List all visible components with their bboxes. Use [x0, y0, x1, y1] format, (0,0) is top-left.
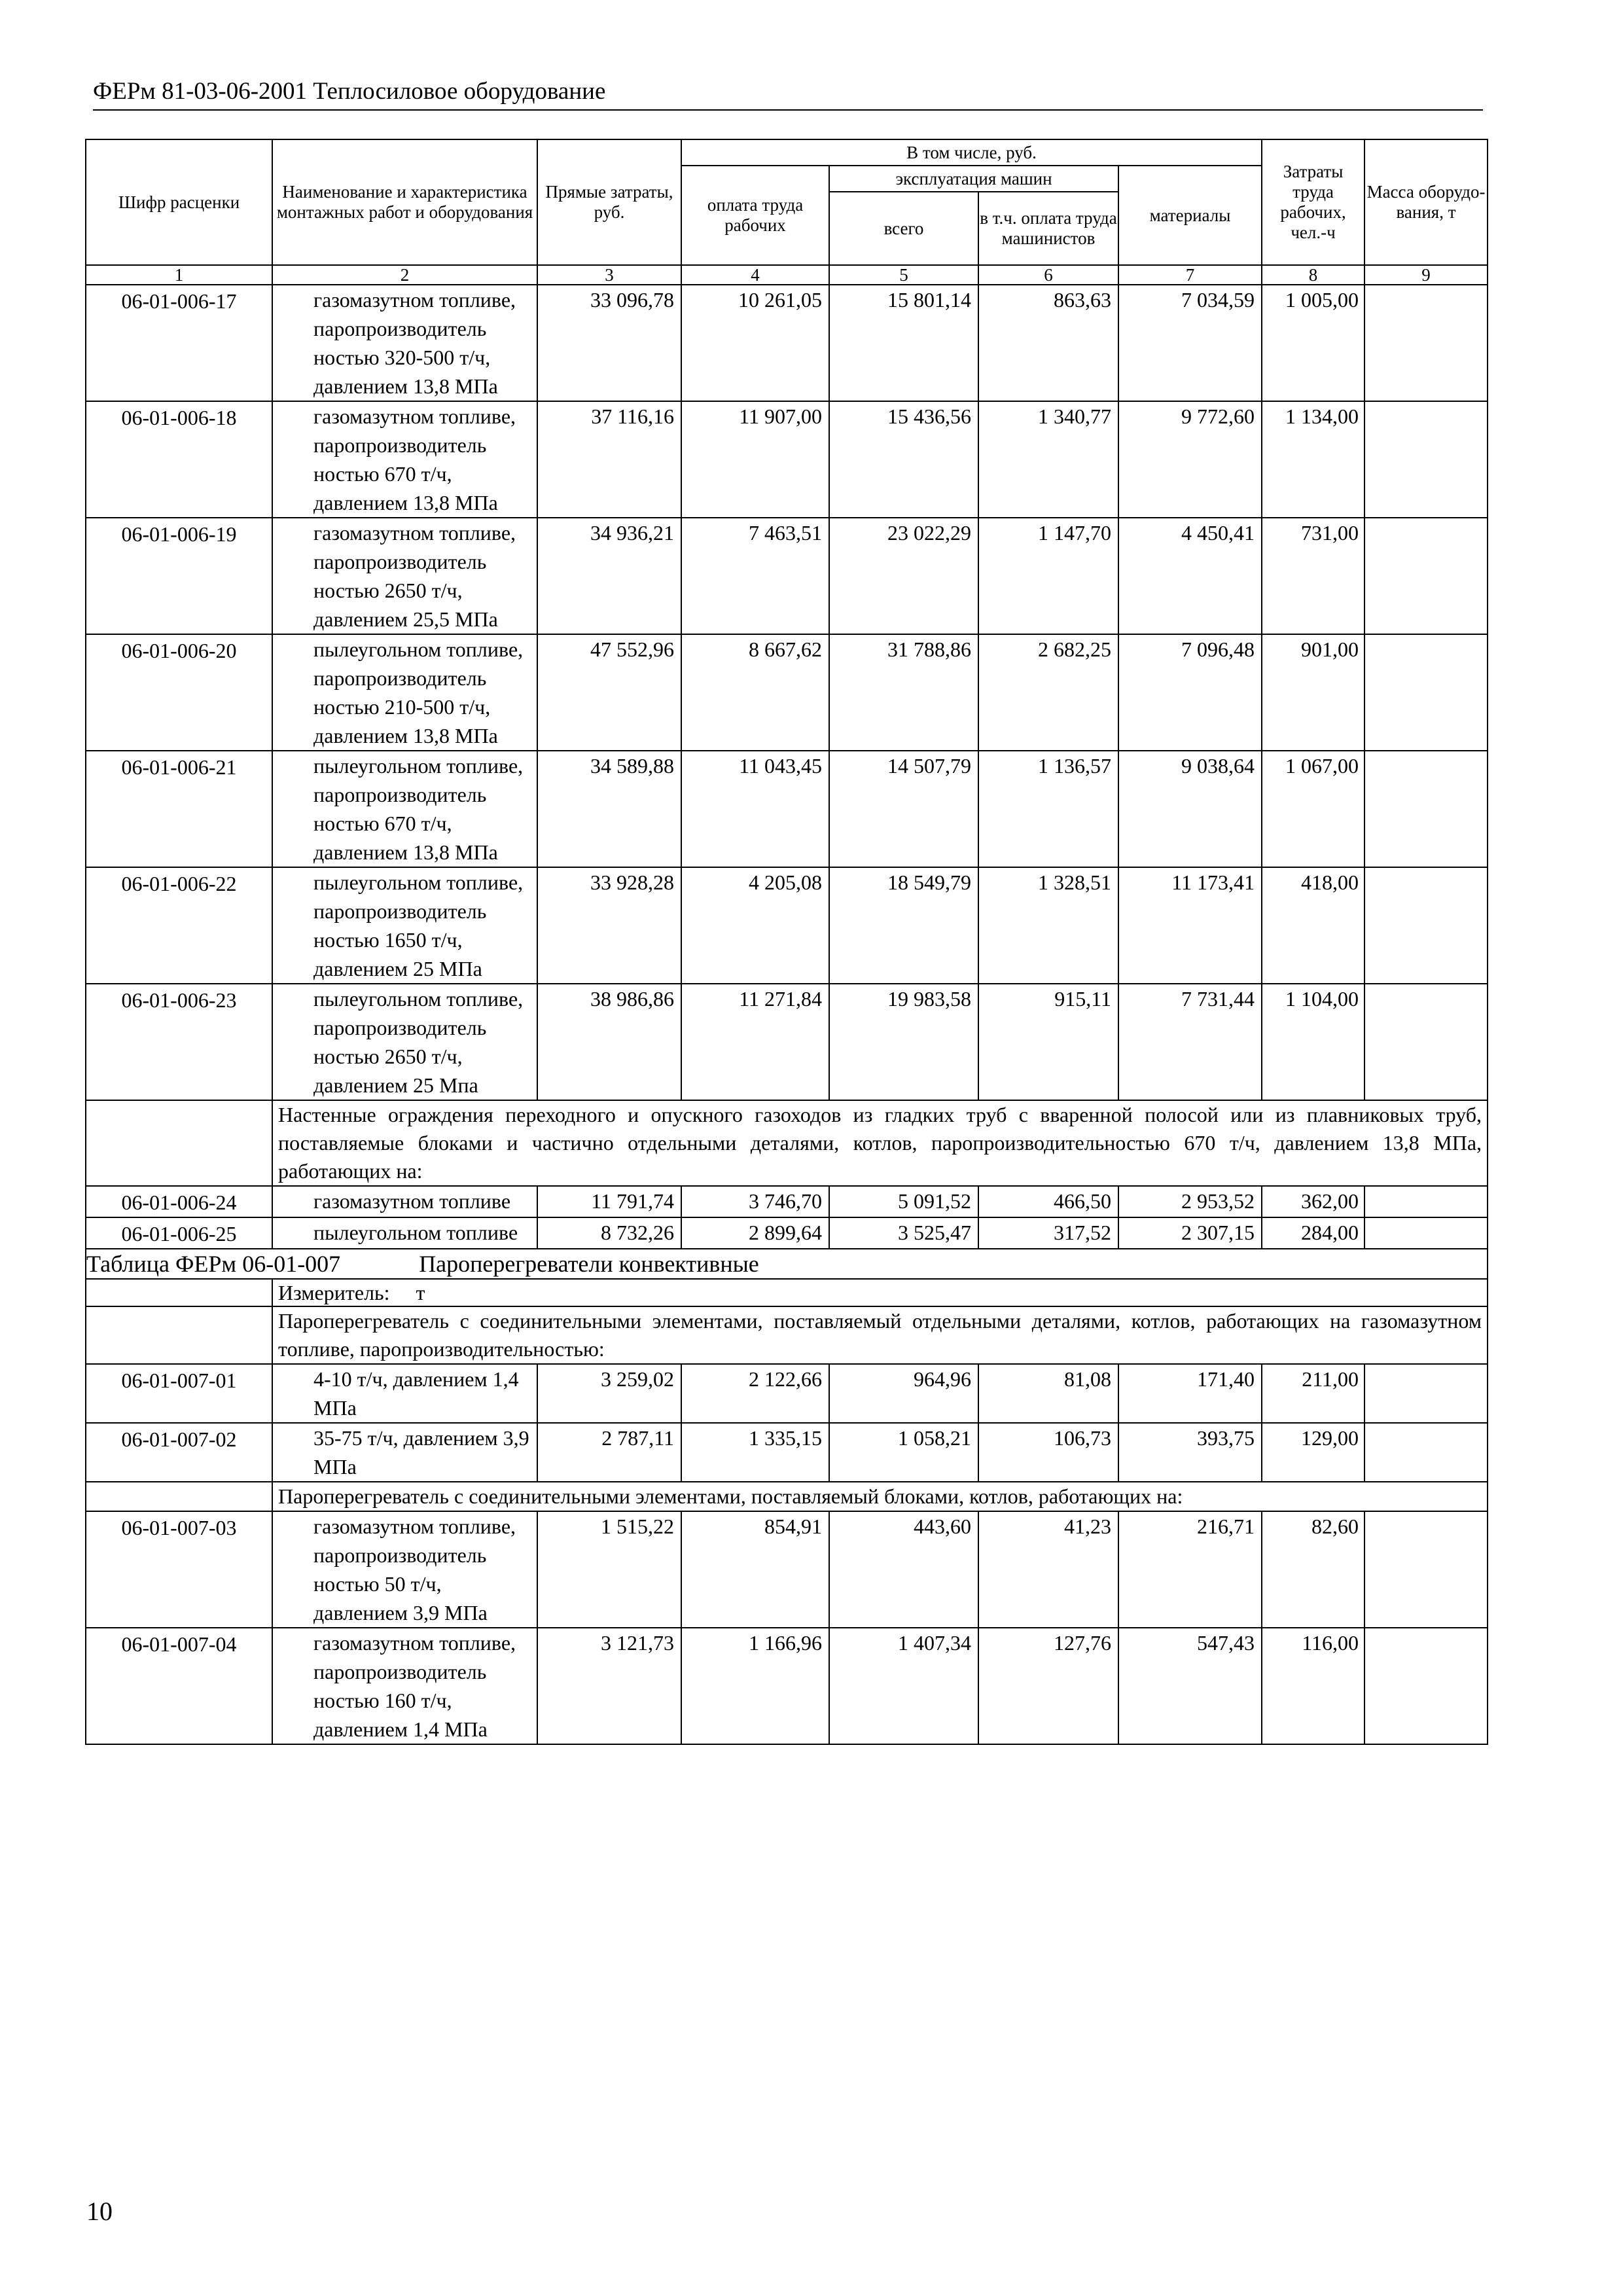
work-name-cell: пылеугольном топливе, паропроизводитель ностью 2650 т/ч, давлением 25 Мпа	[272, 984, 537, 1100]
mass-cell	[1364, 867, 1488, 984]
machines-total-cell: 443,60	[829, 1511, 978, 1628]
work-name-cell: пылеугольном топливе, паропроизводитель ностью 1650 т/ч, давлением 25 МПа	[272, 867, 537, 984]
table-row	[86, 1217, 1488, 1249]
rate-code-cell: 06-01-007-01	[86, 1364, 272, 1423]
col-header-machines-total: всего	[829, 192, 978, 265]
work-name-cell: газомазутном топливе, паропроизводитель ностью 670 т/ч, давлением 13,8 МПа	[272, 401, 537, 518]
col-header-mass: Масса оборудо-вания, т	[1364, 139, 1488, 265]
rows-group-006-b	[86, 1186, 1488, 1249]
work-name-cell: газомазутном топливе, паропроизводитель ностью 160 т/ч, давлением 1,4 МПа	[272, 1628, 537, 1744]
rate-code-cell: 06-01-006-24	[86, 1186, 272, 1217]
labor-hours-cell: 418,00	[1262, 867, 1364, 984]
machinist-pay-cell: 127,76	[978, 1628, 1118, 1744]
blank-cell	[86, 1306, 272, 1364]
materials-cell: 7 096,48	[1118, 634, 1262, 751]
col-number: 2	[272, 265, 537, 285]
machinist-pay-cell: 863,63	[978, 285, 1118, 401]
work-name-cell: газомазутном топливе, паропроизводитель ностью 320-500 т/ч, давлением 13,8 МПа	[272, 285, 537, 401]
labor-pay-cell: 11 907,00	[681, 401, 829, 518]
materials-cell: 11 173,41	[1118, 867, 1262, 984]
rows-group-007-a	[86, 1364, 1488, 1482]
mass-cell	[1364, 634, 1488, 751]
rate-code-cell: 06-01-007-03	[86, 1511, 272, 1628]
mass-cell	[1364, 1511, 1488, 1628]
mass-cell	[1364, 984, 1488, 1100]
mass-cell	[1364, 401, 1488, 518]
machines-total-cell: 18 549,79	[829, 867, 978, 984]
table-row	[86, 1628, 1488, 1744]
rate-code-cell: 06-01-007-02	[86, 1423, 272, 1482]
rate-code-cell: 06-01-006-25	[86, 1217, 272, 1249]
col-header-machines: эксплуатация машин	[829, 166, 1118, 192]
labor-hours-cell: 731,00	[1262, 518, 1364, 634]
labor-hours-cell: 129,00	[1262, 1423, 1364, 1482]
labor-hours-cell: 82,60	[1262, 1511, 1364, 1628]
col-number: 8	[1262, 265, 1364, 285]
work-name-cell: газомазутном топливе	[272, 1186, 537, 1217]
table-label: Таблица ФЕРм 06-01-007	[86, 1251, 341, 1277]
labor-hours-cell: 284,00	[1262, 1217, 1364, 1249]
work-name-cell: пылеугольном топливе, паропроизводитель ностью 670 т/ч, давлением 13,8 МПа	[272, 751, 537, 867]
col-header-machinist-pay: в т.ч. оплата труда машинистов	[978, 192, 1118, 265]
section-note-text: Пароперегреватель с соединительными элементами, поставляемый отдельными деталями, котлов, работающих на газомазутном топливе, паропроизводительностью:	[272, 1306, 1488, 1364]
header-rule	[93, 109, 1483, 111]
labor-hours-cell: 1 134,00	[1262, 401, 1364, 518]
machinist-pay-cell: 1 136,57	[978, 751, 1118, 867]
blank-cell	[86, 1279, 272, 1306]
page-number: 10	[86, 2197, 113, 2226]
labor-hours-cell: 1 005,00	[1262, 285, 1364, 401]
materials-cell: 2 953,52	[1118, 1186, 1262, 1217]
mass-cell	[1364, 285, 1488, 401]
col-header-labor-cost: Затраты труда рабочих, чел.-ч	[1262, 139, 1364, 265]
col-number: 3	[537, 265, 681, 285]
mass-cell	[1364, 1186, 1488, 1217]
table-title	[86, 1249, 1488, 1279]
work-name-cell: газомазутном топливе, паропроизводитель ностью 50 т/ч, давлением 3,9 МПа	[272, 1511, 537, 1628]
blank-cell	[86, 1482, 272, 1511]
direct-cost-cell: 34 936,21	[537, 518, 681, 634]
machines-total-cell: 19 983,58	[829, 984, 978, 1100]
labor-pay-cell: 4 205,08	[681, 867, 829, 984]
mass-cell	[1364, 1217, 1488, 1249]
work-name-cell: пылеугольном топливе	[272, 1217, 537, 1249]
labor-hours-cell: 901,00	[1262, 634, 1364, 751]
mass-cell	[1364, 1364, 1488, 1423]
table-row	[86, 1511, 1488, 1628]
direct-cost-cell: 8 732,26	[537, 1217, 681, 1249]
materials-cell: 7 731,44	[1118, 984, 1262, 1100]
labor-hours-cell: 1 104,00	[1262, 984, 1364, 1100]
direct-cost-cell: 3 121,73	[537, 1628, 681, 1744]
direct-cost-cell: 33 096,78	[537, 285, 681, 401]
materials-cell: 4 450,41	[1118, 518, 1262, 634]
mass-cell	[1364, 1423, 1488, 1482]
direct-cost-cell: 1 515,22	[537, 1511, 681, 1628]
machinist-pay-cell: 466,50	[978, 1186, 1118, 1217]
labor-hours-cell: 362,00	[1262, 1186, 1364, 1217]
rate-code-cell: 06-01-006-22	[86, 867, 272, 984]
table-row	[86, 634, 1488, 751]
direct-cost-cell: 11 791,74	[537, 1186, 681, 1217]
direct-cost-cell: 34 589,88	[537, 751, 681, 867]
section-note-3	[86, 1482, 1488, 1511]
rates-table	[85, 139, 1488, 1745]
materials-cell: 216,71	[1118, 1511, 1262, 1628]
labor-pay-cell: 10 261,05	[681, 285, 829, 401]
col-header-direct: Прямые затраты, руб.	[537, 139, 681, 265]
rows-group-006-a	[86, 285, 1488, 1100]
labor-pay-cell: 1 166,96	[681, 1628, 829, 1744]
rate-code-cell: 06-01-007-04	[86, 1628, 272, 1744]
col-header-labor: оплата труда рабочих	[681, 166, 829, 265]
labor-pay-cell: 11 271,84	[681, 984, 829, 1100]
machinist-pay-cell: 1 147,70	[978, 518, 1118, 634]
table-row	[86, 984, 1488, 1100]
mass-cell	[1364, 1628, 1488, 1744]
labor-pay-cell: 11 043,45	[681, 751, 829, 867]
col-number: 7	[1118, 265, 1262, 285]
table-row	[86, 285, 1488, 401]
col-number: 9	[1364, 265, 1488, 285]
measure-label: Измеритель:	[278, 1281, 390, 1304]
machines-total-cell: 23 022,29	[829, 518, 978, 634]
materials-cell: 393,75	[1118, 1423, 1262, 1482]
labor-pay-cell: 854,91	[681, 1511, 829, 1628]
machinist-pay-cell: 106,73	[978, 1423, 1118, 1482]
machinist-pay-cell: 1 340,77	[978, 401, 1118, 518]
measure-unit: т	[416, 1281, 425, 1304]
machines-total-cell: 3 525,47	[829, 1217, 978, 1249]
col-number: 4	[681, 265, 829, 285]
section-note-1	[86, 1100, 1488, 1186]
materials-cell: 9 038,64	[1118, 751, 1262, 867]
rate-code-cell: 06-01-006-18	[86, 401, 272, 518]
machines-total-cell: 1 407,34	[829, 1628, 978, 1744]
labor-hours-cell: 211,00	[1262, 1364, 1364, 1423]
labor-pay-cell: 2 122,66	[681, 1364, 829, 1423]
machinist-pay-cell: 2 682,25	[978, 634, 1118, 751]
machines-total-cell: 31 788,86	[829, 634, 978, 751]
table-row	[86, 751, 1488, 867]
machinist-pay-cell: 41,23	[978, 1511, 1118, 1628]
table-06-01-007-heading	[86, 1249, 1488, 1364]
table-row	[86, 518, 1488, 634]
labor-hours-cell: 116,00	[1262, 1628, 1364, 1744]
direct-cost-cell: 47 552,96	[537, 634, 681, 751]
col-header-name: Наименование и характеристика монтажных работ и оборудования	[272, 139, 537, 265]
materials-cell: 9 772,60	[1118, 401, 1262, 518]
direct-cost-cell: 37 116,16	[537, 401, 681, 518]
table-row	[86, 1186, 1488, 1217]
table-name: Пароперегреватели конвективные	[419, 1251, 759, 1277]
col-number: 6	[978, 265, 1118, 285]
mass-cell	[1364, 518, 1488, 634]
work-name-cell: пылеугольном топливе, паропроизводитель ностью 210-500 т/ч, давлением 13,8 МПа	[272, 634, 537, 751]
rate-code-cell: 06-01-006-23	[86, 984, 272, 1100]
machines-total-cell: 14 507,79	[829, 751, 978, 867]
rate-code-cell: 06-01-006-19	[86, 518, 272, 634]
machinist-pay-cell: 81,08	[978, 1364, 1118, 1423]
table-row	[86, 1364, 1488, 1423]
direct-cost-cell: 38 986,86	[537, 984, 681, 1100]
materials-cell: 547,43	[1118, 1628, 1262, 1744]
rows-group-007-b	[86, 1511, 1488, 1744]
col-number: 5	[829, 265, 978, 285]
machines-total-cell: 1 058,21	[829, 1423, 978, 1482]
machinist-pay-cell: 1 328,51	[978, 867, 1118, 984]
direct-cost-cell: 3 259,02	[537, 1364, 681, 1423]
labor-hours-cell: 1 067,00	[1262, 751, 1364, 867]
table-row	[86, 867, 1488, 984]
col-header-code: Шифр расценки	[86, 139, 272, 265]
col-number: 1	[86, 265, 272, 285]
machines-total-cell: 15 436,56	[829, 401, 978, 518]
machines-total-cell: 964,96	[829, 1364, 978, 1423]
col-header-incl: В том числе, руб.	[681, 139, 1262, 166]
col-header-materials: материалы	[1118, 166, 1262, 265]
section-note-text: Пароперегреватель с соединительными элементами, поставляемый блоками, котлов, работающих на:	[272, 1482, 1488, 1511]
running-head: ФЕРм 81-03-06-2001 Теплосиловое оборудование	[93, 78, 606, 105]
labor-pay-cell: 7 463,51	[681, 518, 829, 634]
labor-pay-cell: 2 899,64	[681, 1217, 829, 1249]
section-note-text: Настенные ограждения переходного и опускного газоходов из гладких труб с вваренной полосой или из плавниковых труб, поставляемые блоками и частично отдельными деталями, котлов, паропроизводительностью 670 т/ч, давлением 13,8 МПа, работающих на:	[272, 1100, 1488, 1186]
mass-cell	[1364, 751, 1488, 867]
machinist-pay-cell: 915,11	[978, 984, 1118, 1100]
direct-cost-cell: 33 928,28	[537, 867, 681, 984]
materials-cell: 7 034,59	[1118, 285, 1262, 401]
labor-pay-cell: 1 335,15	[681, 1423, 829, 1482]
work-name-cell: 35-75 т/ч, давлением 3,9 МПа	[272, 1423, 537, 1482]
measure-line	[272, 1279, 1488, 1306]
materials-cell: 171,40	[1118, 1364, 1262, 1423]
table-row	[86, 1423, 1488, 1482]
work-name-cell: газомазутном топливе, паропроизводитель ностью 2650 т/ч, давлением 25,5 МПа	[272, 518, 537, 634]
labor-pay-cell: 8 667,62	[681, 634, 829, 751]
direct-cost-cell: 2 787,11	[537, 1423, 681, 1482]
labor-pay-cell: 3 746,70	[681, 1186, 829, 1217]
rate-code-cell: 06-01-006-21	[86, 751, 272, 867]
work-name-cell: 4-10 т/ч, давлением 1,4 МПа	[272, 1364, 537, 1423]
materials-cell: 2 307,15	[1118, 1217, 1262, 1249]
table-row	[86, 401, 1488, 518]
machines-total-cell: 15 801,14	[829, 285, 978, 401]
machinist-pay-cell: 317,52	[978, 1217, 1118, 1249]
rate-code-cell: 06-01-006-20	[86, 634, 272, 751]
machines-total-cell: 5 091,52	[829, 1186, 978, 1217]
blank-cell	[86, 1100, 272, 1186]
rate-code-cell: 06-01-006-17	[86, 285, 272, 401]
